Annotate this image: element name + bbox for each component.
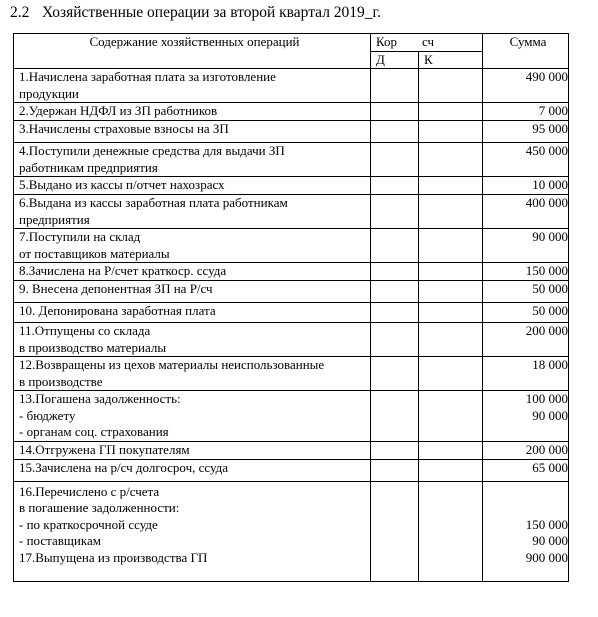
credit-cell bbox=[419, 323, 483, 357]
description-line: работникам предприятия bbox=[19, 159, 158, 175]
amount-value bbox=[488, 484, 568, 501]
amount-cell bbox=[483, 103, 569, 121]
amount-cell bbox=[483, 481, 569, 581]
description-line: продукции bbox=[19, 85, 79, 101]
operation-description bbox=[14, 143, 371, 177]
amount-cell bbox=[483, 323, 569, 357]
operation-description bbox=[14, 229, 371, 263]
table-row bbox=[14, 281, 569, 303]
credit-cell bbox=[419, 195, 483, 229]
table-row bbox=[14, 263, 569, 281]
debit-cell bbox=[371, 281, 419, 303]
credit-cell bbox=[419, 459, 483, 481]
description-line: - органам соц. страхования bbox=[19, 424, 169, 439]
debit-cell bbox=[371, 459, 419, 481]
description-line: 4.Поступили денежные средства для выдачи ЗП bbox=[19, 143, 285, 158]
operation-description bbox=[14, 195, 371, 229]
debit-cell bbox=[371, 69, 419, 103]
description-line: предприятия bbox=[19, 211, 90, 227]
amount-value: 65 000 bbox=[532, 459, 568, 475]
credit-cell bbox=[419, 143, 483, 177]
description-line: от поставщиков материалы bbox=[19, 245, 170, 261]
section-title bbox=[10, 4, 381, 22]
description-line: 14.Отгружена ГП покупателям bbox=[19, 441, 190, 457]
credit-cell bbox=[419, 303, 483, 323]
header-sch: сч bbox=[421, 34, 434, 49]
amount-cell bbox=[483, 229, 569, 263]
credit-cell bbox=[419, 69, 483, 103]
header-row bbox=[14, 34, 569, 52]
table-row bbox=[14, 195, 569, 229]
operation-description bbox=[14, 281, 371, 303]
amount-value: 10 000 bbox=[532, 177, 568, 192]
table-row bbox=[14, 481, 569, 581]
description-line: 5.Выдано из кассы п/отчет нахозрасх bbox=[19, 177, 225, 192]
table-row bbox=[14, 441, 569, 459]
credit-cell bbox=[419, 481, 483, 581]
description-line: 16.Перечислено с р/счета bbox=[19, 483, 160, 499]
debit-cell bbox=[371, 323, 419, 357]
credit-cell bbox=[419, 121, 483, 143]
amount-value: 200 000 bbox=[525, 323, 568, 338]
amount-value: 150 000 bbox=[525, 263, 568, 278]
debit-cell bbox=[371, 303, 419, 323]
amount-cell bbox=[483, 69, 569, 103]
amount-value: 50 000 bbox=[532, 281, 568, 296]
credit-cell bbox=[419, 229, 483, 263]
description-line: 15.Зачислена на р/сч долгосроч, ссуда bbox=[19, 459, 229, 475]
amount-value: 7 000 bbox=[538, 103, 568, 118]
operation-description bbox=[14, 263, 371, 281]
operation-description bbox=[14, 303, 371, 323]
description-line: в производстве bbox=[19, 373, 103, 389]
amount-cell bbox=[483, 263, 569, 281]
header-sum: Сумма bbox=[483, 34, 569, 69]
amount-cell bbox=[483, 121, 569, 143]
amount-cell bbox=[483, 143, 569, 177]
header-kor: Кор bbox=[376, 34, 398, 49]
table-row bbox=[14, 391, 569, 442]
operation-description bbox=[14, 69, 371, 103]
debit-cell bbox=[371, 229, 419, 263]
amount-value: 90 000 bbox=[532, 229, 568, 244]
table-row bbox=[14, 229, 569, 263]
description-line: 13.Погашена задолженность: bbox=[19, 391, 181, 406]
header-content: Содержание хозяйственных операций bbox=[14, 34, 371, 69]
debit-cell bbox=[371, 195, 419, 229]
table-row bbox=[14, 121, 569, 143]
operation-description bbox=[14, 391, 371, 442]
amount-value: 95 000 bbox=[532, 121, 568, 136]
description-line: в производство материалы bbox=[19, 339, 167, 355]
amount-value: 50 000 bbox=[532, 303, 568, 318]
table-row bbox=[14, 103, 569, 121]
credit-cell bbox=[419, 391, 483, 442]
amount-cell bbox=[483, 391, 569, 442]
amount-cell bbox=[483, 357, 569, 391]
table-row bbox=[14, 323, 569, 357]
table-row bbox=[14, 177, 569, 195]
amount-cell bbox=[483, 177, 569, 195]
section-heading-text: Хозяйственные операции за второй квартал 2019_г. bbox=[42, 4, 382, 21]
description-line: 7.Поступили на склад bbox=[19, 229, 141, 244]
credit-cell bbox=[419, 357, 483, 391]
description-line: 12.Возвращены из цехов материалы неиспользованные bbox=[19, 357, 325, 372]
debit-cell bbox=[371, 177, 419, 195]
table-row bbox=[14, 357, 569, 391]
table-row bbox=[14, 459, 569, 481]
amount-cell bbox=[483, 303, 569, 323]
table-body bbox=[14, 69, 569, 582]
header-debit: Д bbox=[371, 51, 419, 69]
amount-value: 90 000 bbox=[532, 407, 568, 423]
credit-cell bbox=[419, 281, 483, 303]
amount-value: 18 000 bbox=[532, 357, 568, 372]
amount-cell bbox=[483, 195, 569, 229]
description-line: - бюджету bbox=[19, 407, 76, 423]
debit-cell bbox=[371, 481, 419, 581]
description-line: 1.Начислена заработная плата за изготовление bbox=[19, 69, 276, 84]
description-line: - поставщикам bbox=[19, 533, 101, 548]
operation-description bbox=[14, 357, 371, 391]
credit-cell bbox=[419, 263, 483, 281]
debit-cell bbox=[371, 263, 419, 281]
description-line: в погашение задолженности: bbox=[19, 500, 180, 515]
header-correspondence bbox=[371, 34, 483, 52]
amount-value: 490 000 bbox=[525, 69, 568, 84]
amount-value: 450 000 bbox=[525, 143, 568, 158]
operation-description bbox=[14, 177, 371, 195]
description-line: 2.Удержан НДФЛ из ЗП работников bbox=[19, 103, 218, 118]
debit-cell bbox=[371, 441, 419, 459]
amount-cell bbox=[483, 441, 569, 459]
credit-cell bbox=[419, 103, 483, 121]
operation-description bbox=[14, 121, 371, 143]
description-line: 11.Отпущены со склада bbox=[19, 323, 151, 338]
debit-cell bbox=[371, 121, 419, 143]
description-line: 9. Внесена депонентная ЗП на Р/сч bbox=[19, 281, 213, 296]
operation-description bbox=[14, 323, 371, 357]
header-credit: К bbox=[419, 51, 483, 69]
description-line: 10. Депонирована заработная плата bbox=[19, 303, 216, 318]
description-line: - по краткосрочной ссуде bbox=[19, 516, 158, 532]
amount-value bbox=[488, 500, 568, 517]
table-row bbox=[14, 303, 569, 323]
operation-description bbox=[14, 459, 371, 481]
table-row bbox=[14, 69, 569, 103]
operation-description bbox=[14, 103, 371, 121]
section-number: 2.2 bbox=[10, 4, 30, 21]
debit-cell bbox=[371, 391, 419, 442]
debit-cell bbox=[371, 103, 419, 121]
operations-table bbox=[13, 33, 569, 582]
description-line: 3.Начислены страховые взносы на ЗП bbox=[19, 121, 229, 136]
amount-cell bbox=[483, 281, 569, 303]
credit-cell bbox=[419, 177, 483, 195]
amount-value: 90 000 bbox=[532, 533, 568, 548]
debit-cell bbox=[371, 357, 419, 391]
amount-value: 100 000 bbox=[525, 391, 568, 406]
description-line: 8.Зачислена на Р/счет краткоср. ссуда bbox=[19, 263, 227, 278]
operation-description bbox=[14, 481, 371, 581]
amount-value: 900 000 bbox=[525, 549, 568, 565]
description-line: 17.Выпущена из производства ГП bbox=[19, 549, 208, 565]
credit-cell bbox=[419, 441, 483, 459]
debit-cell bbox=[371, 143, 419, 177]
amount-value: 150 000 bbox=[525, 516, 568, 532]
amount-value: 200 000 bbox=[525, 441, 568, 457]
description-line: 6.Выдана из кассы заработная плата работникам bbox=[19, 195, 288, 210]
operation-description bbox=[14, 441, 371, 459]
amount-value: 400 000 bbox=[525, 195, 568, 210]
amount-cell bbox=[483, 459, 569, 481]
table-row bbox=[14, 143, 569, 177]
